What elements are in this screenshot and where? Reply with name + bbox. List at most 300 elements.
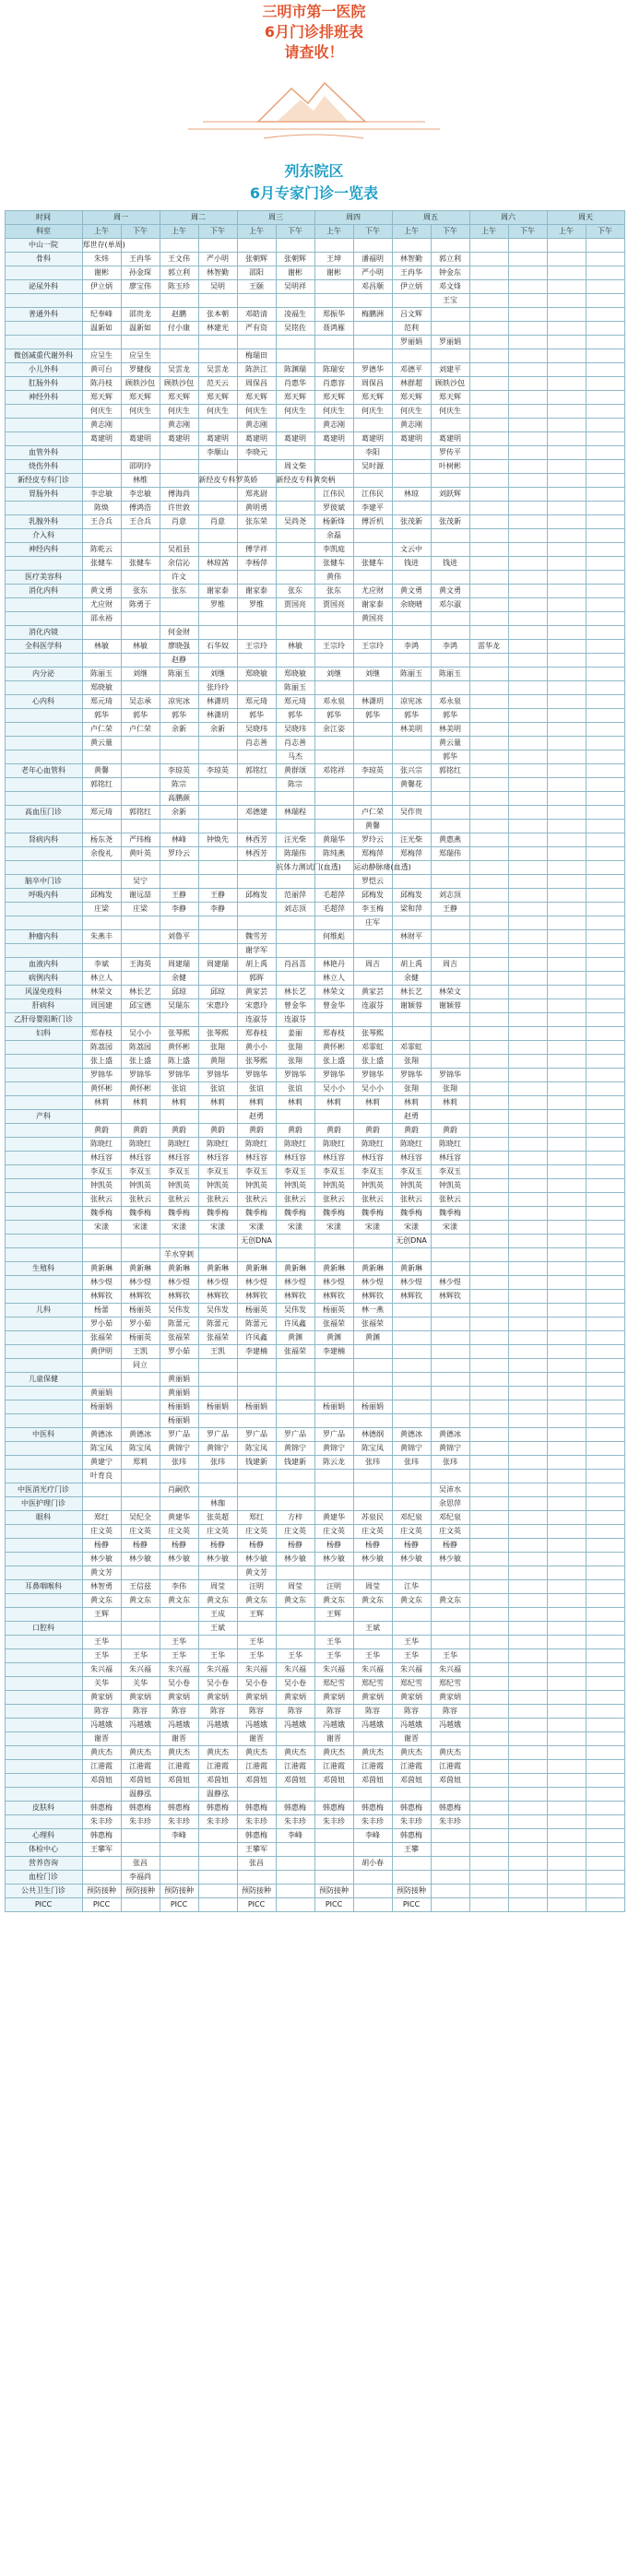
- schedule-cell: [469, 709, 508, 723]
- dept-cell: [5, 1442, 82, 1456]
- schedule-cell: 郭华: [431, 750, 469, 764]
- schedule-cell: [82, 1235, 121, 1248]
- schedule-cell: [121, 1414, 160, 1428]
- schedule-cell: [586, 1566, 624, 1580]
- schedule-cell: [237, 1373, 276, 1387]
- schedule-cell: 邓皓清: [237, 308, 276, 322]
- schedule-cell: [314, 820, 353, 833]
- table-row: [5, 419, 624, 432]
- schedule-cell: 郑元琦: [82, 695, 121, 709]
- schedule-cell: [469, 1318, 508, 1331]
- schedule-cell: [547, 377, 586, 391]
- schedule-cell: [469, 377, 508, 391]
- day-header: 周二: [160, 211, 237, 225]
- schedule-cell: [353, 294, 392, 308]
- schedule-cell: [508, 833, 547, 847]
- schedule-cell: 江港霞: [431, 1760, 469, 1774]
- schedule-cell: [160, 598, 198, 612]
- schedule-cell: [198, 571, 237, 585]
- schedule-cell: [392, 654, 431, 668]
- schedule-cell: 肖惠华: [276, 377, 314, 391]
- schedule-cell: [547, 1774, 586, 1788]
- schedule-cell: [547, 322, 586, 336]
- schedule-cell: [121, 1608, 160, 1622]
- schedule-cell: 张翔: [198, 1041, 237, 1055]
- schedule-cell: 黄庆杰: [160, 1746, 198, 1760]
- schedule-cell: [586, 1649, 624, 1663]
- dept-cell: [5, 861, 82, 875]
- schedule-cell: 同立: [121, 1359, 160, 1373]
- schedule-cell: 李凯庭: [314, 543, 353, 557]
- schedule-cell: [547, 999, 586, 1013]
- schedule-cell: [508, 1677, 547, 1691]
- schedule-cell: 林少敏: [237, 1553, 276, 1566]
- schedule-cell: 郑天辉: [314, 391, 353, 405]
- schedule-cell: 连淑芬: [353, 999, 392, 1013]
- schedule-cell: 张福荣: [353, 1318, 392, 1331]
- schedule-cell: 韩惠梅: [160, 1802, 198, 1815]
- schedule-cell: [586, 1069, 624, 1082]
- schedule-cell: [237, 792, 276, 806]
- schedule-cell: [392, 1483, 431, 1497]
- schedule-cell: [586, 640, 624, 654]
- schedule-cell: [431, 1829, 469, 1843]
- schedule-cell: [160, 446, 198, 460]
- schedule-cell: 冯越娥: [314, 1719, 353, 1732]
- schedule-cell: [392, 1027, 431, 1041]
- schedule-cell: [547, 1732, 586, 1746]
- schedule-cell: [469, 1152, 508, 1165]
- table-row: [5, 1027, 624, 1041]
- schedule-cell: [508, 1483, 547, 1497]
- schedule-cell: 林少敏: [392, 1553, 431, 1566]
- schedule-cell: [276, 1110, 314, 1124]
- schedule-cell: [586, 1732, 624, 1746]
- schedule-cell: [121, 916, 160, 930]
- schedule-cell: 郭铭红: [82, 778, 121, 792]
- schedule-cell: 郭华: [237, 709, 276, 723]
- schedule-cell: 杨静: [392, 1539, 431, 1553]
- dept-cell: [5, 1221, 82, 1235]
- schedule-cell: [508, 1497, 547, 1511]
- schedule-cell: [431, 1235, 469, 1248]
- schedule-cell: [82, 916, 121, 930]
- dept-cell: [5, 916, 82, 930]
- schedule-cell: [586, 1843, 624, 1857]
- schedule-cell: [547, 502, 586, 515]
- schedule-cell: [547, 349, 586, 363]
- schedule-cell: 李琼英: [353, 764, 392, 778]
- schedule-cell: [547, 847, 586, 861]
- schedule-cell: 郑天辉: [82, 391, 121, 405]
- schedule-cell: 罗锦华: [82, 1069, 121, 1082]
- schedule-cell: 林珏容: [237, 1152, 276, 1165]
- dept-cell: 肿瘤内科: [5, 930, 82, 944]
- schedule-cell: [586, 1774, 624, 1788]
- schedule-cell: [121, 1636, 160, 1649]
- schedule-cell: [508, 1400, 547, 1414]
- schedule-cell: [353, 1788, 392, 1802]
- schedule-cell: 黄新琳: [121, 1262, 160, 1276]
- schedule-cell: [547, 986, 586, 999]
- schedule-cell: 宋惠玲: [198, 999, 237, 1013]
- schedule-cell: [121, 1566, 160, 1580]
- schedule-cell: [586, 1359, 624, 1373]
- schedule-cell: [547, 1442, 586, 1456]
- schedule-cell: [314, 239, 353, 253]
- schedule-cell: [586, 1705, 624, 1719]
- schedule-cell: 邵永裕: [82, 612, 121, 626]
- schedule-cell: 宋漾: [237, 1221, 276, 1235]
- schedule-cell: [508, 446, 547, 460]
- schedule-cell: 黄家芸: [353, 986, 392, 999]
- schedule-cell: [469, 861, 508, 875]
- schedule-cell: 刘建平: [431, 363, 469, 377]
- schedule-cell: 黄文东: [82, 1594, 121, 1608]
- schedule-cell: 陈渊瑞: [276, 363, 314, 377]
- schedule-cell: 庄梁: [82, 903, 121, 916]
- schedule-cell: 黄志刚: [392, 419, 431, 432]
- table-row: [5, 1815, 624, 1829]
- schedule-cell: [586, 1788, 624, 1802]
- schedule-cell: PICC: [160, 1898, 198, 1912]
- schedule-cell: [469, 723, 508, 737]
- schedule-cell: [547, 1843, 586, 1857]
- dept-cell: [5, 1539, 82, 1553]
- schedule-cell: 黄建宁: [82, 1456, 121, 1470]
- schedule-cell: [586, 1539, 624, 1553]
- schedule-cell: 庄文英: [276, 1525, 314, 1539]
- schedule-cell: 吴伟发: [160, 1304, 198, 1318]
- schedule-cell: 郑天辉: [160, 391, 198, 405]
- table-row: [5, 916, 624, 930]
- schedule-cell: 黄瑞华: [314, 833, 353, 847]
- schedule-cell: 黄德冰: [431, 1428, 469, 1442]
- dept-cell: 儿科: [5, 1304, 82, 1318]
- schedule-cell: [431, 681, 469, 695]
- schedule-cell: 林少煜: [392, 1276, 431, 1290]
- schedule-cell: 张本朝: [198, 308, 237, 322]
- schedule-cell: [431, 1331, 469, 1345]
- schedule-cell: 黄渊: [353, 1331, 392, 1345]
- schedule-cell: [586, 1013, 624, 1027]
- schedule-cell: [431, 792, 469, 806]
- schedule-cell: [508, 1138, 547, 1152]
- schedule-cell: 连淑芬: [237, 1013, 276, 1027]
- schedule-cell: 谢晋: [392, 1732, 431, 1746]
- schedule-cell: 林潇玥: [198, 695, 237, 709]
- schedule-cell: [547, 239, 586, 253]
- schedule-cell: 周吉: [353, 958, 392, 972]
- schedule-cell: [276, 875, 314, 889]
- schedule-cell: 罗锦华: [121, 1069, 160, 1082]
- table-row: [5, 668, 624, 681]
- schedule-cell: [276, 571, 314, 585]
- schedule-cell: [586, 1304, 624, 1318]
- schedule-cell: 陈容: [121, 1705, 160, 1719]
- schedule-cell: [314, 1857, 353, 1871]
- schedule-cell: [547, 1304, 586, 1318]
- schedule-cell: 梅瑞田: [237, 349, 276, 363]
- schedule-cell: [392, 446, 431, 460]
- day-header: 周五: [392, 211, 469, 225]
- schedule-cell: [508, 1276, 547, 1290]
- schedule-cell: [469, 1649, 508, 1663]
- schedule-cell: [586, 598, 624, 612]
- schedule-cell: [547, 488, 586, 502]
- half-header: 上午: [237, 225, 276, 239]
- schedule-cell: 肖意: [198, 515, 237, 529]
- schedule-cell: [547, 1373, 586, 1387]
- schedule-cell: [508, 1829, 547, 1843]
- schedule-cell: [586, 1525, 624, 1539]
- schedule-cell: 吴伟发: [198, 1304, 237, 1318]
- schedule-cell: 钟凯英: [160, 1179, 198, 1193]
- schedule-cell: [82, 1497, 121, 1511]
- schedule-cell: [508, 903, 547, 916]
- schedule-cell: 江港霞: [160, 1760, 198, 1774]
- schedule-cell: 罗传平: [431, 446, 469, 460]
- schedule-cell: [469, 695, 508, 709]
- schedule-cell: 林莉: [314, 1096, 353, 1110]
- schedule-cell: 许凤鑫: [237, 1331, 276, 1345]
- schedule-cell: 陈蕾元: [198, 1318, 237, 1331]
- schedule-cell: [586, 750, 624, 764]
- schedule-cell: 卢仁荣: [353, 806, 392, 820]
- schedule-cell: [547, 723, 586, 737]
- schedule-cell: [586, 1096, 624, 1110]
- schedule-cell: 黄家炳: [82, 1691, 121, 1705]
- schedule-cell: 张秋云: [314, 1193, 353, 1207]
- schedule-cell: [392, 571, 431, 585]
- schedule-cell: [508, 1539, 547, 1553]
- schedule-cell: [547, 280, 586, 294]
- schedule-cell: [469, 1871, 508, 1885]
- schedule-cell: 张翔: [276, 1055, 314, 1069]
- schedule-cell: 陈瑞伟: [276, 847, 314, 861]
- schedule-cell: [508, 1096, 547, 1110]
- schedule-cell: [586, 405, 624, 419]
- table-row: [5, 1774, 624, 1788]
- schedule-cell: 钟凯英: [198, 1179, 237, 1193]
- schedule-cell: 李建楠: [314, 1345, 353, 1359]
- table-row: [5, 1788, 624, 1802]
- table-row: [5, 266, 624, 280]
- schedule-cell: 黄新琳: [392, 1262, 431, 1276]
- schedule-cell: 杨丽英: [314, 1304, 353, 1318]
- schedule-cell: [508, 1525, 547, 1539]
- schedule-cell: 赵鹏: [160, 308, 198, 322]
- dept-cell: [5, 820, 82, 833]
- schedule-cell: [392, 1497, 431, 1511]
- schedule-cell: 黄家炳: [276, 1691, 314, 1705]
- dept-cell: 神经内科: [5, 543, 82, 557]
- schedule-cell: [469, 1207, 508, 1221]
- schedule-cell: [431, 1013, 469, 1027]
- table-row: [5, 861, 624, 875]
- schedule-cell: 罗锦华: [392, 1069, 431, 1082]
- schedule-cell: 杨丽娟: [314, 1400, 353, 1414]
- schedule-cell: [276, 972, 314, 986]
- schedule-cell: [392, 626, 431, 640]
- schedule-cell: [198, 778, 237, 792]
- schedule-cell: [392, 1373, 431, 1387]
- schedule-cell: [121, 1732, 160, 1746]
- schedule-cell: 黄文芳: [237, 1566, 276, 1580]
- schedule-cell: 胡上禹: [237, 958, 276, 972]
- schedule-cell: 黄伊明: [82, 1345, 121, 1359]
- dept-cell: [5, 1179, 82, 1193]
- schedule-cell: [469, 598, 508, 612]
- schedule-cell: [431, 1608, 469, 1622]
- schedule-cell: [353, 1636, 392, 1649]
- schedule-cell: 谢彬: [276, 266, 314, 280]
- schedule-cell: [237, 460, 276, 474]
- schedule-cell: [586, 571, 624, 585]
- schedule-cell: 李峰: [160, 1829, 198, 1843]
- schedule-cell: [392, 916, 431, 930]
- schedule-cell: [469, 1262, 508, 1276]
- table-row: [5, 1276, 624, 1290]
- table-row: [5, 1470, 624, 1483]
- schedule-cell: [392, 1345, 431, 1359]
- schedule-cell: 罗丽娟: [392, 336, 431, 349]
- schedule-cell: [314, 1843, 353, 1857]
- schedule-cell: 陈云龙: [314, 1456, 353, 1470]
- schedule-cell: [508, 847, 547, 861]
- schedule-cell: 张茂新: [392, 515, 431, 529]
- schedule-cell: 李双玉: [121, 1165, 160, 1179]
- schedule-cell: [82, 529, 121, 543]
- schedule-cell: [547, 1691, 586, 1705]
- schedule-cell: 林少煜: [198, 1276, 237, 1290]
- table-row: [5, 1414, 624, 1428]
- schedule-cell: [547, 1456, 586, 1470]
- schedule-cell: 江港霞: [353, 1760, 392, 1774]
- schedule-cell: 邱梅发: [353, 889, 392, 903]
- schedule-cell: [469, 571, 508, 585]
- schedule-cell: 应呈生: [121, 349, 160, 363]
- schedule-cell: [353, 349, 392, 363]
- dept-cell: 中医科: [5, 1428, 82, 1442]
- schedule-cell: 黄可台: [82, 363, 121, 377]
- schedule-cell: [469, 432, 508, 446]
- schedule-cell: [431, 1788, 469, 1802]
- schedule-cell: [353, 1414, 392, 1428]
- schedule-cell: [547, 916, 586, 930]
- schedule-cell: 钟凯英: [237, 1179, 276, 1193]
- schedule-cell: [469, 750, 508, 764]
- schedule-cell: 林辉钦: [160, 1290, 198, 1304]
- schedule-cell: 陈勇于: [121, 598, 160, 612]
- schedule-cell: 张秋云: [160, 1193, 198, 1207]
- schedule-cell: 陈丽玉: [82, 668, 121, 681]
- schedule-cell: 王攀军: [82, 1843, 121, 1857]
- schedule-cell: [469, 1055, 508, 1069]
- schedule-cell: 刘继: [121, 668, 160, 681]
- schedule-cell: 王静: [431, 903, 469, 916]
- schedule-cell: 林长艺: [392, 986, 431, 999]
- table-row: [5, 681, 624, 695]
- schedule-cell: 邓铭祥: [314, 764, 353, 778]
- schedule-cell: [121, 972, 160, 986]
- dept-cell: 心内科: [5, 695, 82, 709]
- schedule-cell: [508, 280, 547, 294]
- schedule-cell: [547, 972, 586, 986]
- schedule-cell: [431, 861, 469, 875]
- schedule-cell: [276, 239, 314, 253]
- dept-cell: 骨科: [5, 253, 82, 266]
- schedule-cell: 李晓元: [237, 446, 276, 460]
- schedule-cell: [508, 972, 547, 986]
- schedule-cell: [547, 266, 586, 280]
- table-row: [5, 1511, 624, 1525]
- schedule-cell: [586, 1580, 624, 1594]
- table-row: [5, 488, 624, 502]
- schedule-cell: [469, 1345, 508, 1359]
- schedule-cell: 肖嗣欣: [160, 1483, 198, 1497]
- schedule-grid: [5, 210, 624, 1912]
- schedule-cell: [469, 1400, 508, 1414]
- schedule-cell: [508, 709, 547, 723]
- day-header: 周三: [237, 211, 314, 225]
- schedule-cell: 周吉: [431, 958, 469, 972]
- schedule-cell: [547, 1746, 586, 1760]
- schedule-cell: [314, 349, 353, 363]
- schedule-cell: 张翔: [276, 1041, 314, 1055]
- schedule-cell: [508, 1013, 547, 1027]
- schedule-cell: [547, 1124, 586, 1138]
- schedule-cell: 谢家泰: [237, 585, 276, 598]
- table-row: [5, 280, 624, 294]
- mountain-logo-icon: [0, 63, 628, 159]
- schedule-cell: [237, 1497, 276, 1511]
- schedule-cell: [508, 1732, 547, 1746]
- table-row: [5, 1608, 624, 1622]
- schedule-cell: 吴纪全: [121, 1511, 160, 1525]
- schedule-cell: 郑纪雪: [392, 1677, 431, 1691]
- schedule-cell: 预防接种: [160, 1885, 198, 1898]
- schedule-cell: 黄蔚: [392, 1124, 431, 1138]
- schedule-cell: 林珏容: [82, 1152, 121, 1165]
- schedule-cell: [353, 1470, 392, 1483]
- schedule-cell: 吴小小: [121, 1027, 160, 1041]
- schedule-cell: [508, 419, 547, 432]
- dept-cell: [5, 737, 82, 750]
- schedule-cell: 余新: [160, 806, 198, 820]
- schedule-cell: 陈丽玉: [276, 681, 314, 695]
- schedule-cell: [392, 1331, 431, 1345]
- schedule-cell: [586, 778, 624, 792]
- schedule-cell: 郑晓敏: [276, 668, 314, 681]
- schedule-cell: 黄文东: [353, 1594, 392, 1608]
- schedule-cell: 尤应财: [353, 585, 392, 598]
- schedule-cell: 刘志顶: [276, 903, 314, 916]
- schedule-cell: 黄馨: [353, 820, 392, 833]
- schedule-cell: 王合兵: [121, 515, 160, 529]
- schedule-cell: 周建瑞: [160, 958, 198, 972]
- schedule-cell: [160, 529, 198, 543]
- schedule-cell: 郑世存(单周): [82, 239, 121, 253]
- schedule-cell: [547, 1649, 586, 1663]
- schedule-cell: 郭华: [121, 709, 160, 723]
- schedule-cell: 陈焕: [82, 502, 121, 515]
- schedule-cell: [547, 1041, 586, 1055]
- schedule-cell: 杨丽英: [121, 1331, 160, 1345]
- schedule-cell: [276, 488, 314, 502]
- schedule-cell: 陈晓红: [431, 1138, 469, 1152]
- schedule-cell: 宋漾: [198, 1221, 237, 1235]
